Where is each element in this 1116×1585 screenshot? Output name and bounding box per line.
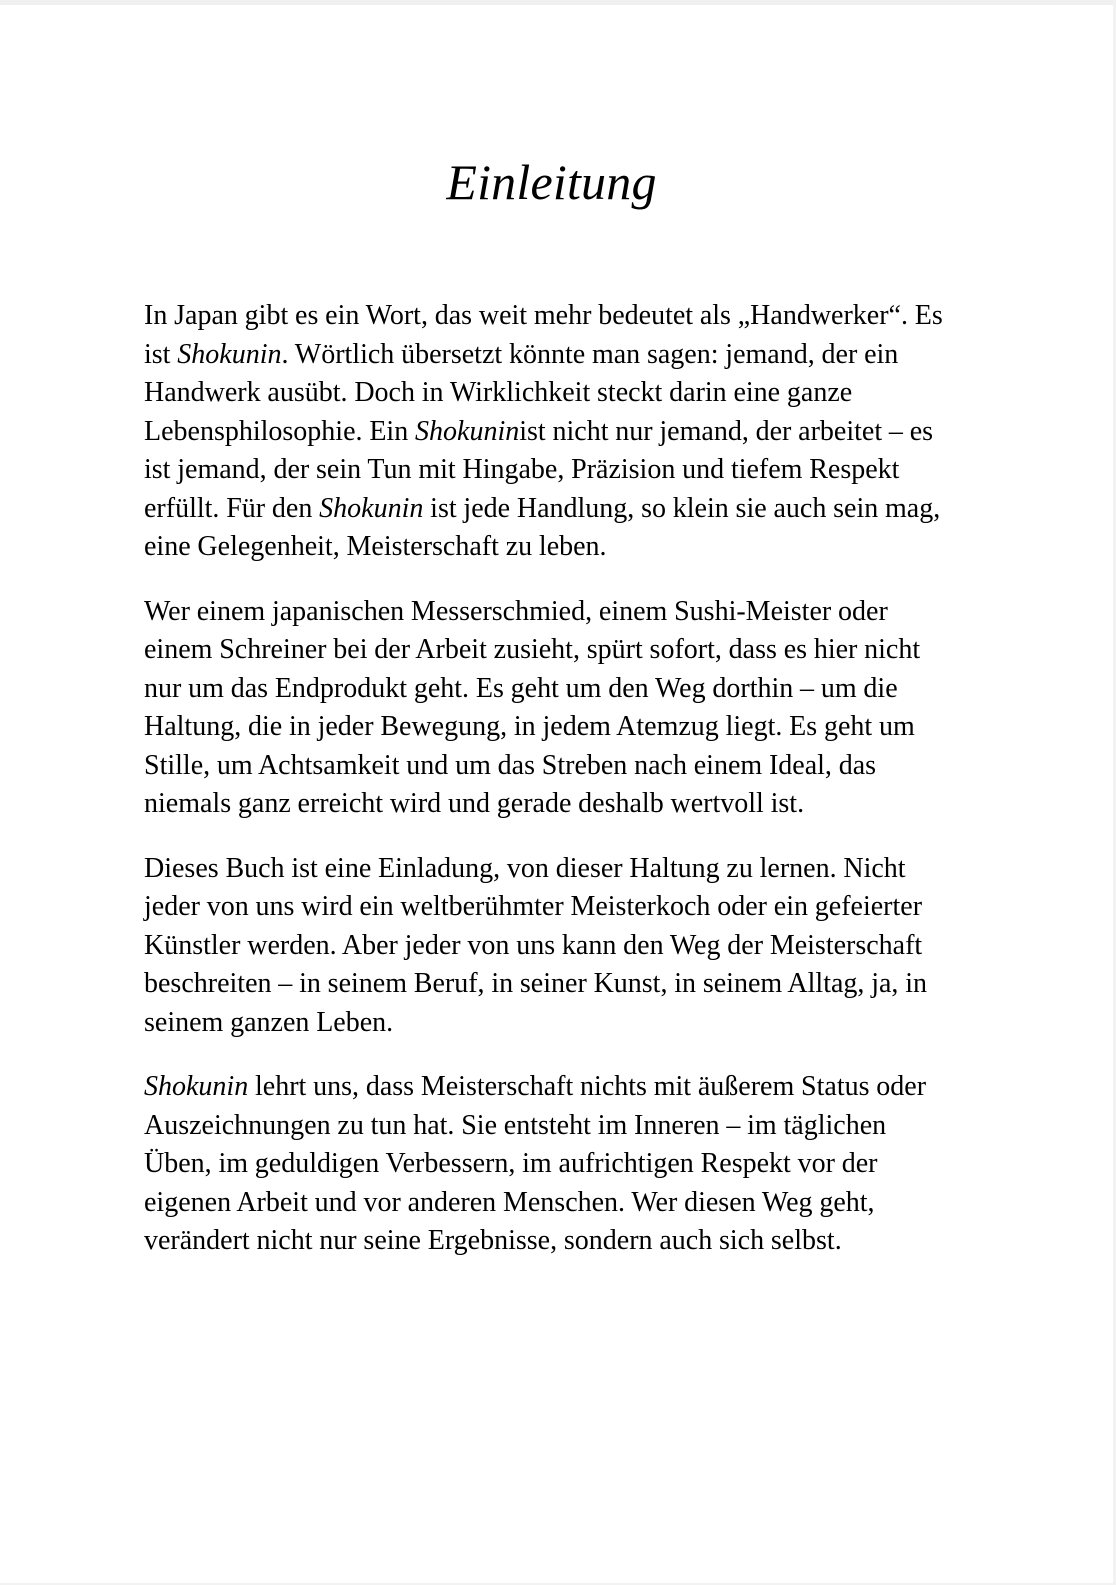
paragraph	[144, 297, 954, 567]
text-run: . Wörtlich übersetzt könnte man sagen: jemand, der ein Handwerk ausübt. Doch in Wirklichkeit steckt darin eine ganze Lebensphilosophie. Ein	[144, 338, 899, 447]
paragraph	[144, 850, 954, 1043]
text-run: lehrt uns, dass Meisterschaft nichts mit äußerem Status oder Auszeichnungen zu tun hat. Sie entsteht im Inneren – im täglichen Üben, im geduldigen Verbessern, im aufrichtigen Respekt vor der eigenen Arbeit und vor anderen Menschen. Wer diesen Weg geht, verändert nicht nur seine Ergebnisse, sondern auch sich selbst.	[144, 1071, 927, 1256]
paragraph	[144, 593, 954, 824]
page-title: Einleitung	[446, 154, 657, 210]
text-run: Dieses Buch ist eine Einladung, von dieser Haltung zu lernen. Nicht jeder von uns wird ein weltberühmter Meisterkoch oder ein gefeierter Künstler werden. Aber jeder von uns kann den Weg der Meisterschaft beschreiten – in seinem Beruf, in seiner Kunst, in seinem Alltag, ja, in seinem ganzen Leben.	[144, 852, 927, 1038]
italic-term: Shokunin	[415, 415, 520, 447]
text-run: ist jede Handlung, so klein sie auch sein mag, eine Gelegenheit, Meisterschaft zu leben.	[144, 492, 941, 562]
paragraph	[144, 1068, 954, 1261]
italic-term: Shokunin	[319, 492, 424, 524]
italic-term: Shokunin	[144, 1071, 249, 1102]
text-run: Wer einem japanischen Messerschmied, einem Sushi-Meister oder einem Schreiner bei der Arbeit zusieht, spürt sofort, dass es hier nicht nur um das Endprodukt geht. Es geht um den Weg dorthin – um die Haltung, die in jeder Bewegung, in jedem Atemzug liegt. Es geht um Stille, um Achtsamkeit und um das Streben nach einem Ideal, das niemals ganz erreicht wird und gerade deshalb wertvoll ist.	[144, 595, 921, 819]
text-run: ist nicht nur jemand, der arbeitet – es ist jemand, der sein Tun mit Hingabe, Präzision und tiefem Respekt erfüllt. Für den	[144, 415, 934, 524]
document-page	[0, 5, 1113, 1583]
text-run: In Japan gibt es ein Wort, das weit mehr bedeutet als „Handwerker“. Es ist	[144, 300, 943, 370]
body-text-column	[144, 297, 954, 1261]
italic-term: Shokunin	[177, 338, 282, 370]
